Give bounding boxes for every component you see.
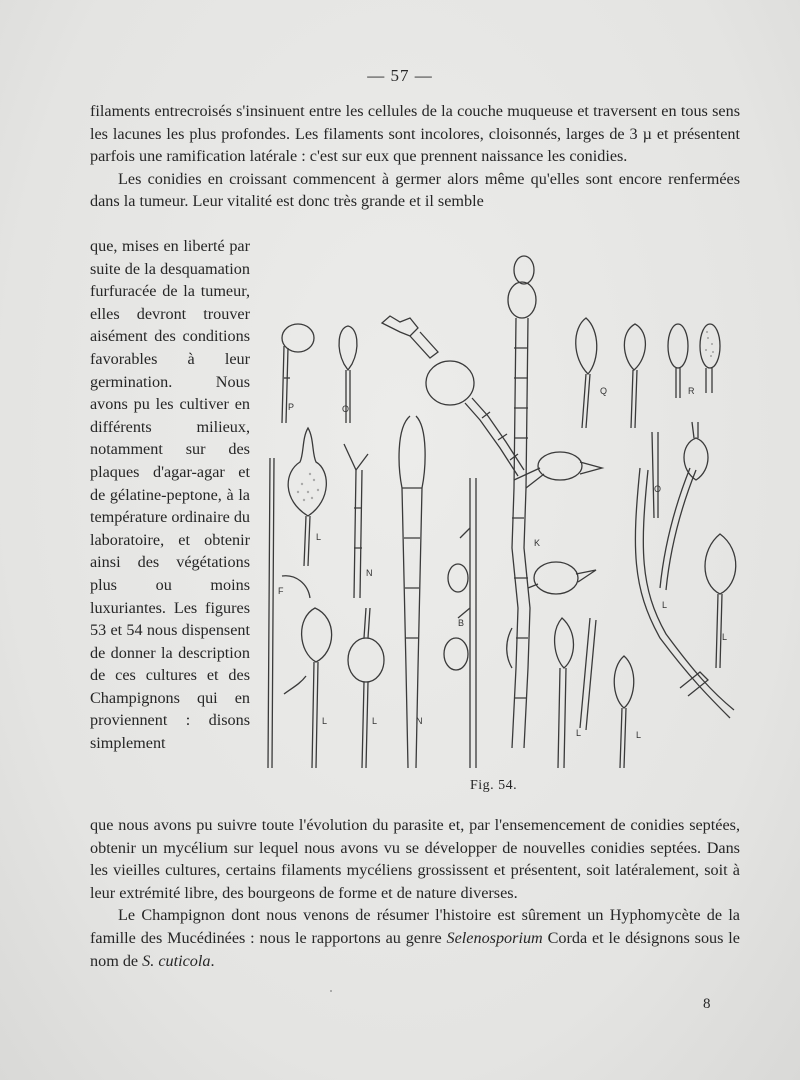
label-o: O bbox=[342, 404, 350, 414]
specimen-k-chain bbox=[382, 256, 602, 748]
label-n-forked: N bbox=[366, 568, 373, 578]
paragraph-filaments: filaments entrecroisés s'insinuent entre les cellules de la couche muqueuse et traversent en tous sens les lacunes les plus profondes. Les filaments sont incolores, cloisonnés, larges de 3 µ et présentent parfois une ramification latérale : c'est sur eux que prennent naissance les conidies. bbox=[90, 102, 740, 166]
label-f: F bbox=[278, 586, 284, 596]
label-l-lower-1: L bbox=[322, 716, 328, 726]
label-l-seeded: L bbox=[316, 532, 322, 542]
specimen-q2 bbox=[624, 324, 645, 428]
genus-name: Selenosporium bbox=[446, 928, 543, 947]
bottom-text-block bbox=[90, 814, 740, 972]
signature-number: 8 bbox=[703, 996, 711, 1012]
paragraph-champignon bbox=[90, 904, 740, 972]
label-l-right-curve: L bbox=[662, 600, 668, 610]
champignon-text-start: Le Champignon dont nous venons de résumer l'histoire est sûrement un Hyphomycète de la famille des Mucédinées : nous le rapportons au genre bbox=[90, 906, 740, 947]
label-p: P bbox=[288, 402, 295, 412]
figure-54-illustration bbox=[260, 248, 760, 808]
label-l-small: L bbox=[636, 730, 642, 740]
specimen-l-far-right bbox=[705, 534, 736, 668]
paragraph-conidies: Les conidies en croissant commencent à germer alors même qu'elles sont encore renfermées dans la tumeur. Leur vitalité est donc très grande et il semble bbox=[90, 169, 740, 211]
page-number: — 57 — bbox=[367, 66, 433, 85]
specimen-p bbox=[282, 324, 314, 423]
specimen-l-right bbox=[555, 618, 596, 768]
left-column-text: que, mises en liberté par suite de la desquamation furfuracée de la tumeur, elles devront trouver aisément des conditions favorables à leur germination. Nous avons pu les cultiver en différents milieux, notamment sur des plaques d'agar-agar et de gélatine-peptone, à la température ordinaire du laboratoire, et obtenir ainsi des végétations plus ou moins luxuriantes. Les figures 53 et 54 nous dispensent de donner la description de ces cultures et des Champignons qui en proviennent : disons simplement bbox=[90, 237, 251, 753]
label-l-right: L bbox=[576, 728, 582, 738]
figure-caption: Fig. 54. bbox=[470, 778, 518, 793]
label-k: K bbox=[534, 538, 541, 548]
label-r: R bbox=[688, 386, 695, 396]
specimen-l-lower-1 bbox=[302, 608, 332, 768]
label-n-tall: N bbox=[416, 716, 423, 726]
label-b: B bbox=[458, 618, 465, 628]
specimen-l-lower-2 bbox=[348, 608, 384, 768]
specimen-l-seeded bbox=[288, 428, 326, 566]
label-o-right: O bbox=[654, 484, 662, 494]
specimen-n-forked bbox=[344, 444, 368, 598]
label-l-far-right: L bbox=[722, 632, 728, 642]
species-name: S. cuticola bbox=[142, 951, 211, 970]
champignon-text-middle: Corda et le désignons sous le nom de bbox=[90, 928, 740, 970]
top-text-block bbox=[90, 100, 740, 213]
paragraph-evolution: que nous avons pu suivre toute l'évolution du parasite et, par l'ensemencement de conidies septées, obtenir un mycélium sur lequel nous avons vu se développer de nouvelles conidies septées. Dans les vieilles cultures, certains filaments mycéliens grossissent et présentent, soit latéralement, soit à leur extrémité libre, des bourgeons de forme et de nature diverses. bbox=[90, 816, 740, 902]
specimen-q bbox=[576, 318, 597, 428]
print-speck bbox=[330, 990, 332, 992]
specimen-l-small bbox=[614, 656, 634, 768]
label-q: Q bbox=[600, 386, 608, 396]
specimen-f bbox=[268, 458, 310, 768]
specimen-right-filament bbox=[635, 422, 734, 718]
champignon-text-end: . bbox=[210, 951, 215, 970]
label-l-lower-2: L bbox=[372, 716, 378, 726]
